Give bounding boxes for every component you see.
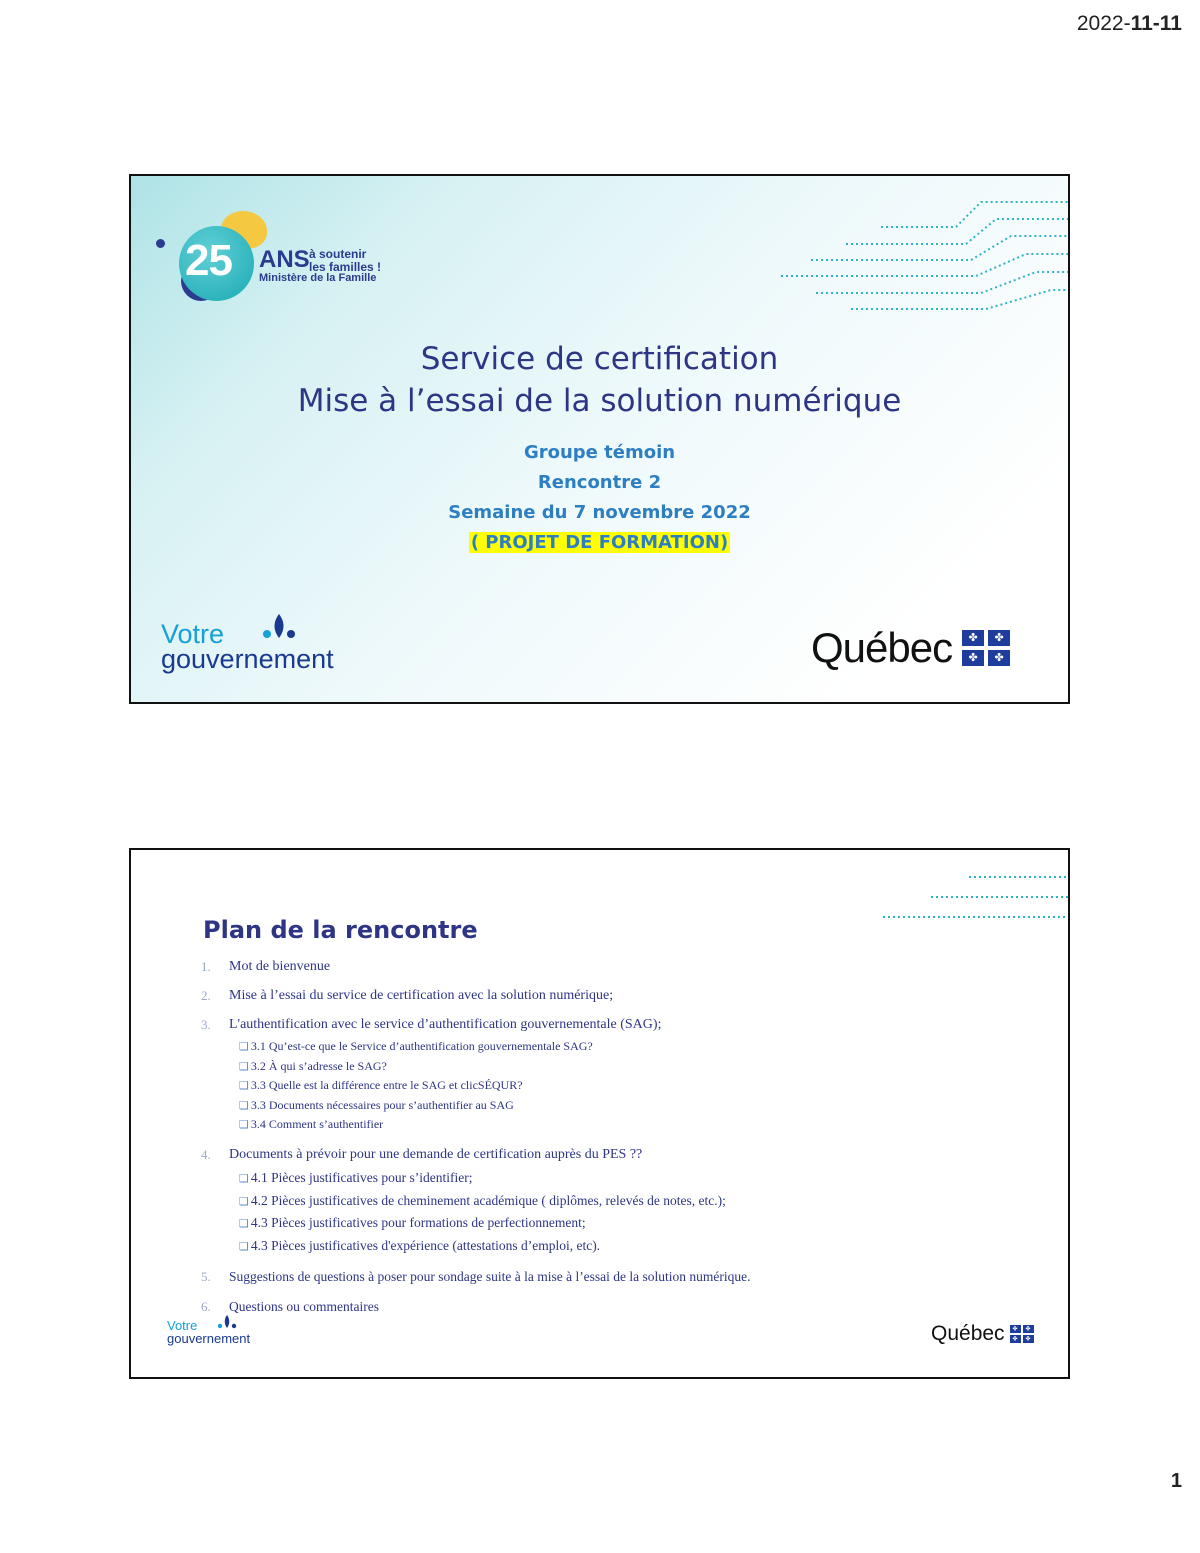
agenda-item-text: Suggestions de questions à poser pour sondage suite à la mise à l’essai de la solution numérique.: [229, 1269, 751, 1285]
agenda-subitem: [229, 1167, 751, 1190]
agenda-subitem-text: 3.1 Qu’est-ce que le Service d’authentification gouvernementale SAG?: [250, 1039, 593, 1053]
subtitle-line-3: Semaine du 7 novembre 2022: [448, 502, 751, 523]
agenda-item-1: [201, 958, 751, 976]
votre-text: Votre: [167, 1318, 198, 1333]
agenda-item-number: 5.: [201, 1269, 211, 1285]
checkbox-bullet-icon: ❑: [239, 1059, 249, 1073]
agenda-sublist: [229, 1037, 751, 1135]
agenda-item-text: Questions ou commentaires: [229, 1299, 379, 1315]
logo-tagline: [309, 248, 381, 274]
agenda-list: [201, 958, 751, 1328]
agenda-subitem-text: 4.3 Pièces justificatives pour formations de perfectionnement;: [250, 1215, 586, 1231]
agenda-item-number: 3.: [201, 1017, 211, 1032]
agenda-item-5: [201, 1268, 751, 1287]
votre-gouvernement-logo: [167, 1320, 250, 1345]
agenda-item-number: 1.: [201, 959, 211, 974]
quebec-wordmark: Québec: [931, 1322, 1005, 1345]
agenda-item-number: 4.: [201, 1146, 211, 1162]
agenda-subitem: [229, 1076, 751, 1096]
quebec-flag-icon: [962, 630, 1010, 666]
slide-2: [129, 848, 1070, 1379]
slide-1-subtitle: [131, 438, 1068, 558]
subtitle-line-2: Rencontre 2: [537, 472, 662, 493]
agenda-subitem-text: 4.2 Pièces justificatives de cheminement académique ( diplômes, relevés de notes, etc.);: [250, 1192, 726, 1208]
agenda-subitem: [229, 1096, 751, 1116]
gouvernement-text: gouvernement: [161, 644, 334, 674]
logo-ans: ANS: [259, 246, 310, 273]
votre-gouvernement-logo: [161, 619, 334, 674]
logo-number: 25: [185, 236, 232, 285]
checkbox-bullet-icon: ❑: [239, 1118, 249, 1132]
agenda-item-3: [201, 1016, 751, 1135]
agenda-subitem: [229, 1212, 751, 1235]
logo-dot: [156, 239, 165, 248]
agenda-subitem-text: 3.3 Documents nécessaires pour s’authentifier au SAG: [250, 1097, 514, 1112]
quebec-logo: [811, 624, 1010, 672]
agenda-item-text: Mot de bienvenue: [229, 959, 331, 974]
subtitle-highlight: ( PROJET DE FORMATION): [470, 532, 729, 553]
page-number: 1: [1170, 1470, 1182, 1492]
fleur-de-lis-icon: [217, 1314, 237, 1332]
dotted-lines-decoration: [881, 872, 1070, 922]
page-date: [1077, 12, 1182, 36]
agenda-subitem-text: 4.3 Pièces justificatives d'expérience (attestations d’emploi, etc).: [250, 1237, 601, 1253]
votre-text: Votre: [161, 619, 225, 649]
checkbox-bullet-icon: ❑: [239, 1239, 249, 1253]
agenda-subitem: [229, 1037, 751, 1057]
checkbox-bullet-icon: ❑: [239, 1217, 249, 1231]
agenda-subitem: [229, 1115, 751, 1135]
checkbox-bullet-icon: ❑: [239, 1171, 249, 1185]
agenda-item-number: 2.: [201, 988, 211, 1003]
checkbox-bullet-icon: ❑: [239, 1194, 249, 1208]
agenda-item-number: 6.: [201, 1299, 211, 1315]
title-line-1: Service de certification: [420, 341, 779, 377]
agenda-item-text: Documents à prévoir pour une demande de certification auprès du PES ??: [229, 1146, 643, 1162]
agenda-item-text: L'authentification avec le service d’authentification gouvernementale (SAG);: [229, 1017, 662, 1032]
agenda-subitem: [229, 1235, 751, 1258]
agenda-subitem-text: 4.1 Pièces justificatives pour s’identifier;: [250, 1169, 473, 1185]
gouvernement-text: gouvernement: [167, 1331, 251, 1346]
dotted-lines-decoration: [771, 192, 1070, 317]
checkbox-bullet-icon: ❑: [239, 1040, 249, 1053]
quebec-logo: [931, 1322, 1034, 1346]
agenda-item-4: [201, 1146, 751, 1257]
agenda-item-text: Mise à l’essai du service de certification avec la solution numérique;: [229, 988, 614, 1003]
logo-tag-line1: à soutenir: [309, 247, 367, 261]
slide-1-title: [131, 338, 1068, 422]
agenda-subitem-text: 3.2 À qui s’adresse le SAG?: [250, 1058, 387, 1073]
agenda-sublist: [229, 1167, 751, 1257]
quebec-flag-icon: [1010, 1325, 1034, 1343]
logo-tag-line2: les familles !: [309, 260, 382, 274]
agenda-subitem-text: 3.4 Comment s’authentifier: [250, 1117, 384, 1132]
checkbox-bullet-icon: ❑: [239, 1098, 249, 1112]
agenda-subitem: [229, 1190, 751, 1213]
agenda-item-2: [201, 987, 751, 1005]
agenda-item-6: [201, 1298, 751, 1317]
slide-2-title: Plan de la rencontre: [203, 916, 478, 944]
checkbox-bullet-icon: ❑: [239, 1079, 249, 1093]
page-date-bold: 11-11: [1130, 12, 1182, 35]
fleur-de-lis-icon: [261, 612, 297, 644]
agenda-subitem: [229, 1057, 751, 1077]
logo-ministry: Ministère de la Famille: [259, 272, 377, 284]
quebec-wordmark: Québec: [811, 624, 953, 671]
anniversary-logo: [151, 206, 411, 306]
subtitle-line-1: Groupe témoin: [523, 442, 676, 463]
slide-1: [129, 174, 1070, 704]
page-date-prefix: 2022-: [1076, 12, 1131, 35]
agenda-subitem-text: 3.3 Quelle est la différence entre le SAG et clicSÉQUR?: [250, 1078, 523, 1093]
title-line-2: Mise à l’essai de la solution numérique: [297, 383, 902, 419]
